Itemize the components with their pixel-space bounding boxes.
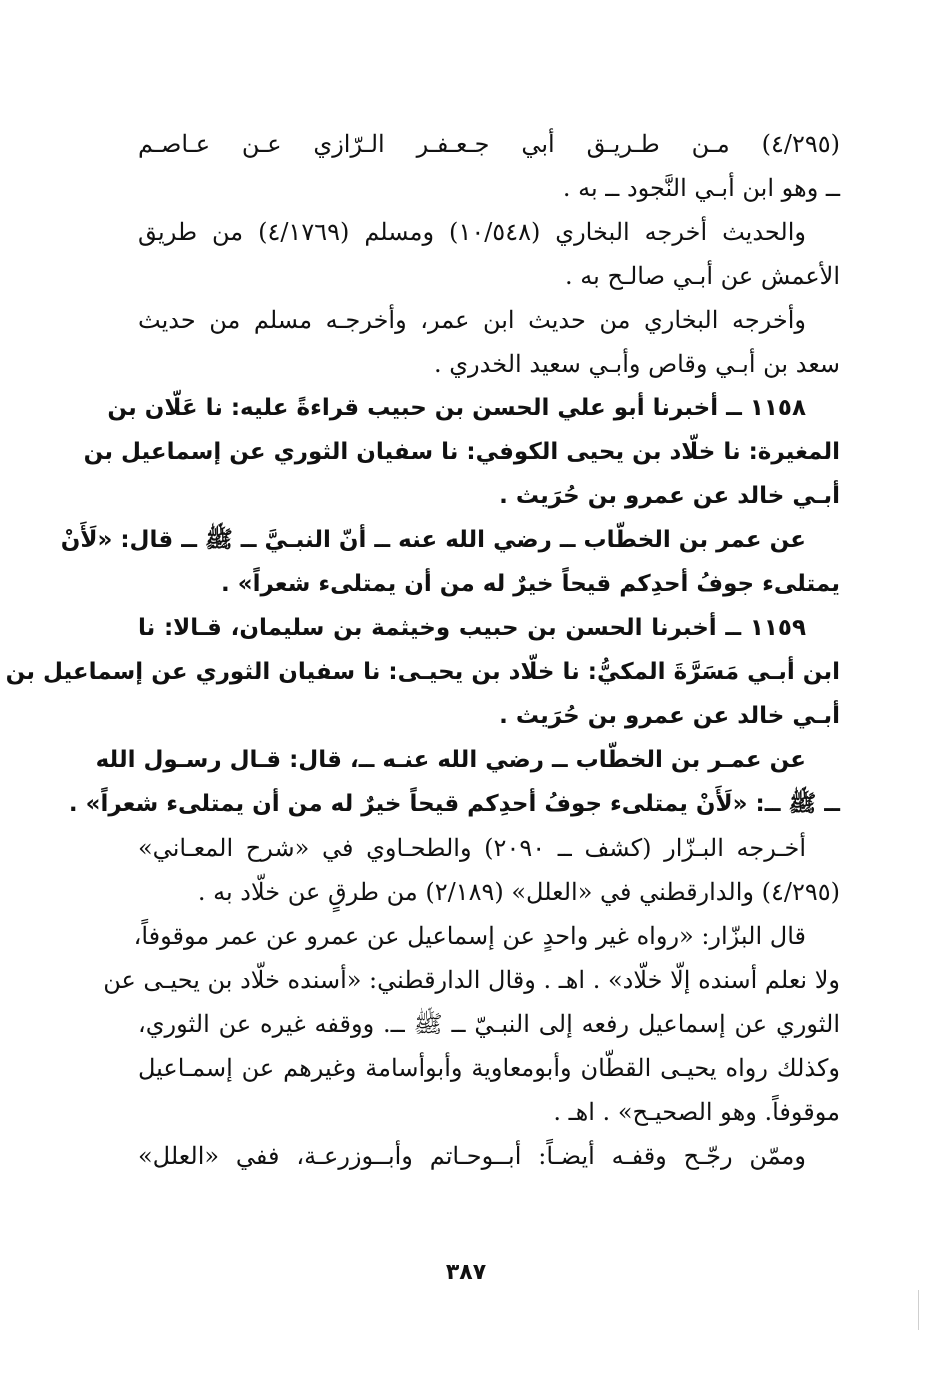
text-line: موقوفاً. وهو الصحيـح» . اهـ . [553, 1098, 840, 1126]
scan-edge-mark [918, 1290, 919, 1330]
text-line: (٤/٢٩٥) والدارقطني في «العلل» (٢/١٨٩) من طرقٍ عن خلّاد به . [197, 878, 840, 906]
text-line: الأعمش عن أبـي صالـح به . [565, 262, 840, 290]
text-line: ــ وهو ابن أبـي النَّجود ــ به . [562, 174, 840, 202]
text-line: المغيرة: نا خلّاد بن يحيى الكوفي: نا سفيان الثوري عن إسماعيل بن [83, 439, 840, 465]
text-line: وممّن رجّـح وقفـه أيضـاً: أبــوحـاتم وأبــوزرعـة، ففي «العلل» [138, 1142, 806, 1170]
text-line: ولا نعلم أسنده إلّا خلّاد» . اهـ . وقال الدارقطني: «أسنده خلّاد بن يحيـى عن [103, 966, 840, 994]
text-line: ١١٥٨ ــ أخبرنا أبو علي الحسن بن حبيب قراءةً عليه: نا عَلّان بن [107, 395, 806, 421]
text-line: الثوري عن إسماعيل رفعه إلى النبـيّ ــ ﷺ ــ. ووقفه غيره عن الثوري، [138, 1010, 840, 1038]
text-line: أبـي خالد عن عمرو بن حُرَيث . [499, 703, 840, 729]
text-line: ١١٥٩ ــ أخبرنا الحسن بن حبيب وخيثمة بن سليمان، قـالا: نا [138, 615, 806, 641]
page-number: ٣٨٧ [445, 1260, 487, 1285]
text-line: سعد بن أبـي وقاص وأبـي سعيد الخدري . [434, 350, 840, 378]
text-line: ابن أبـي مَسَرَّةَ المكيُّ: نا خلّاد بن يحيـى: نا سفيان الثوري عن إسماعيل بن [5, 659, 840, 685]
text-line: عن عمر بن الخطّاب ــ رضي الله عنه ــ أنّ النبـيَّ ــ ﷺ ــ قال: «لَأَنْ [60, 527, 806, 553]
text-line: (٤/٢٩٥) مـن طـريـق أبي جـعـفـر الـرّازي عـن عـاصـم [138, 130, 840, 158]
text-line: عن عمـر بن الخطّاب ــ رضي الله عنـه ــ، قال: قـال رسـول الله [95, 747, 806, 773]
text-lines [5, 122, 840, 1178]
text-line: والحديث أخرجه البخاري (١٠/٥٤٨) ومسلم (٤/١٧٦٩) من طريق [138, 218, 806, 246]
main-text-block [5, 122, 840, 1178]
text-line: وكذلك رواه يحيـى القطّان وأبومعاوية وأبوأسامة وغيرهم عن إسمـاعيل [138, 1054, 840, 1082]
text-line: أبـي خالد عن عمرو بن حُرَيث . [499, 483, 840, 509]
text-line: يمتلىء جوفُ أحدِكم قيحاً خيرٌ له من أن يمتلىء شعراً» . [220, 571, 840, 597]
text-line: ــ ﷺ ــ: «لَأَنْ يمتلىء جوفُ أحدِكم قيحاً خيرٌ له من أن يمتلىء شعراً» . [68, 791, 840, 817]
text-line: وأخرجه البخاري من حديث ابن عمر، وأخرجـه مسلم من حديث [138, 306, 806, 334]
text-line: أخـرجه البـزّار (كشف ــ ٢٠٩٠) والطحـاوي في «شرح المعـاني» [138, 834, 807, 862]
text-line: قال البزّار: «رواه غير واحدٍ عن إسماعيل عن عمرو عن عمر موقوفاً، [133, 922, 806, 950]
